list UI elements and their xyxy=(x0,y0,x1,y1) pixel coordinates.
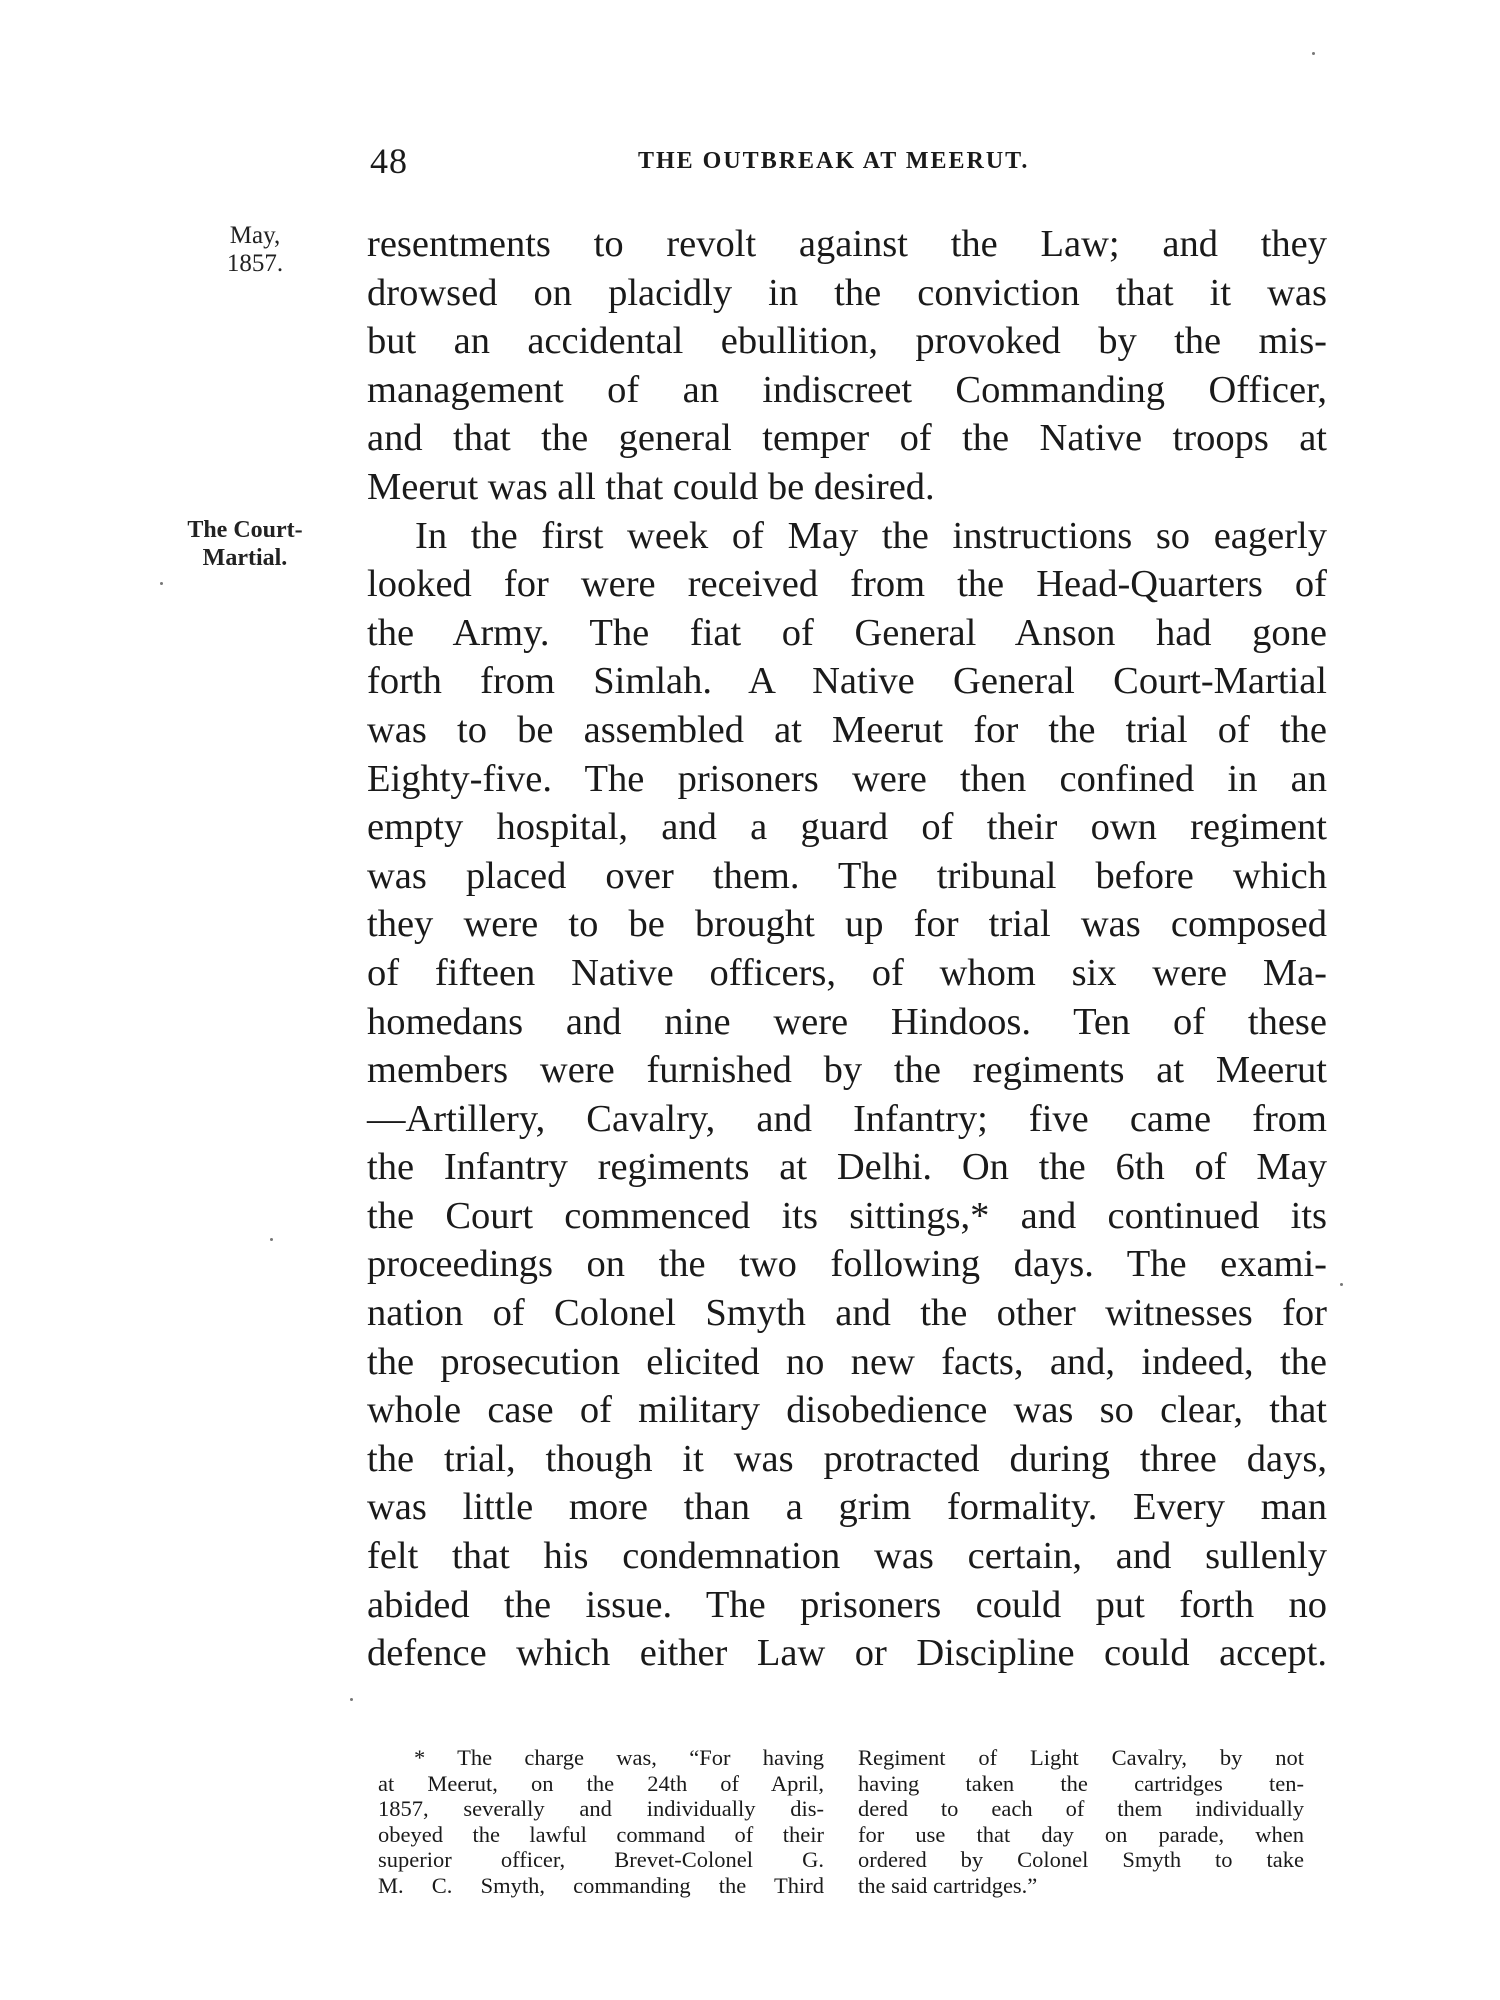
text-line: In the first week of May the instructions so eagerly xyxy=(415,514,1327,557)
text-line: proceedings on the two following days. The exami- xyxy=(367,1243,1327,1286)
text-line: —Artillery, Cavalry, and Infantry; five came from xyxy=(367,1097,1327,1140)
text-line: of fifteen Native officers, of whom six were Ma- xyxy=(367,951,1327,994)
page-header xyxy=(370,140,1335,180)
margin-note-line: 1857. xyxy=(226,250,284,277)
footnote-line: M. C. Smyth, commanding the Third xyxy=(378,1872,824,1898)
text-line: felt that his condemnation was certain, and sullenly xyxy=(367,1535,1327,1578)
text-line: homedans and nine were Hindoos. Ten of these xyxy=(367,1000,1327,1043)
running-title: THE OUTBREAK AT MEERUT. xyxy=(638,148,1030,174)
text-line: defence which either Law or Discipline could accept. xyxy=(367,1632,1327,1675)
scan-speck xyxy=(270,1238,273,1241)
text-line: the Infantry regiments at Delhi. On the 6th of May xyxy=(367,1146,1327,1189)
text-line: resentments to revolt against the Law; and they xyxy=(367,223,1327,265)
text-line: and that the general temper of the Native troops at xyxy=(367,417,1327,460)
text-line: abided the issue. The prisoners could put forth no xyxy=(367,1583,1327,1626)
text-line: they were to be brought up for trial was composed xyxy=(367,903,1327,946)
text-line: members were furnished by the regiments at Meerut xyxy=(367,1049,1327,1092)
text-line: whole case of military disobedience was so clear, that xyxy=(367,1389,1327,1432)
margin-note-line: Martial. xyxy=(202,545,288,571)
footnote-line: ordered by Colonel Smyth to take xyxy=(858,1847,1304,1872)
text-line: the prosecution elicited no new facts, and, indeed, the xyxy=(367,1340,1327,1383)
text-line: was to be assembled at Meerut for the trial of the xyxy=(367,708,1327,751)
footnote-column-left xyxy=(378,1745,824,1898)
body-text xyxy=(367,220,1327,1678)
text-line: nation of Colonel Smyth and the other witnesses for xyxy=(367,1292,1327,1335)
margin-note-date xyxy=(180,222,330,278)
footnote xyxy=(378,1745,1303,1915)
text-line: forth from Simlah. A Native General Court-Martial xyxy=(367,660,1327,703)
footnote-line: obeyed the lawful command of their xyxy=(378,1821,824,1847)
text-line: empty hospital, and a guard of their own regiment xyxy=(367,806,1327,849)
margin-note-line: The Court- xyxy=(187,517,303,543)
footnote-line: at Meerut, on the 24th of April, xyxy=(378,1770,824,1796)
footnote-line: having taken the cartridges ten- xyxy=(858,1770,1304,1796)
text-line: the trial, though it was protracted during three days, xyxy=(367,1437,1327,1480)
footnote-line: for use that day on parade, when xyxy=(858,1821,1304,1847)
footnote-line: Regiment of Light Cavalry, by not xyxy=(858,1745,1304,1770)
text-line: Meerut was all that could be desired. xyxy=(367,465,935,508)
text-line: was placed over them. The tribunal before which xyxy=(367,854,1327,897)
footnote-line: * The charge was, “For having xyxy=(414,1745,824,1770)
footnote-line: superior officer, Brevet-Colonel G. xyxy=(378,1847,824,1872)
footnote-line: 1857, severally and individually dis- xyxy=(378,1796,824,1821)
footnote-column-right xyxy=(858,1745,1304,1898)
text-line: Eighty-five. The prisoners were then confined in an xyxy=(367,757,1327,800)
text-line: but an accidental ebullition, provoked by the mis- xyxy=(367,320,1327,363)
scan-speck xyxy=(160,582,163,585)
margin-note-line: May, xyxy=(229,222,281,249)
text-line: management of an indiscreet Commanding Officer, xyxy=(367,368,1327,411)
footnote-line: the said cartridges.” xyxy=(858,1872,1038,1898)
text-line: drowsed on placidly in the conviction that it was xyxy=(367,271,1327,314)
scan-speck xyxy=(350,1698,353,1701)
text-line: the Court commenced its sittings,* and continued its xyxy=(367,1194,1327,1237)
scan-speck xyxy=(1340,1283,1343,1286)
text-line: looked for were received from the Head-Quarters of xyxy=(367,563,1327,606)
text-line: the Army. The fiat of General Anson had gone xyxy=(367,611,1327,654)
page-number: 48 xyxy=(370,141,408,181)
footnote-line: dered to each of them individually xyxy=(858,1796,1304,1821)
scan-speck xyxy=(1312,52,1315,55)
margin-note-court-martial xyxy=(170,516,320,572)
text-line: was little more than a grim formality. Every man xyxy=(367,1486,1327,1529)
